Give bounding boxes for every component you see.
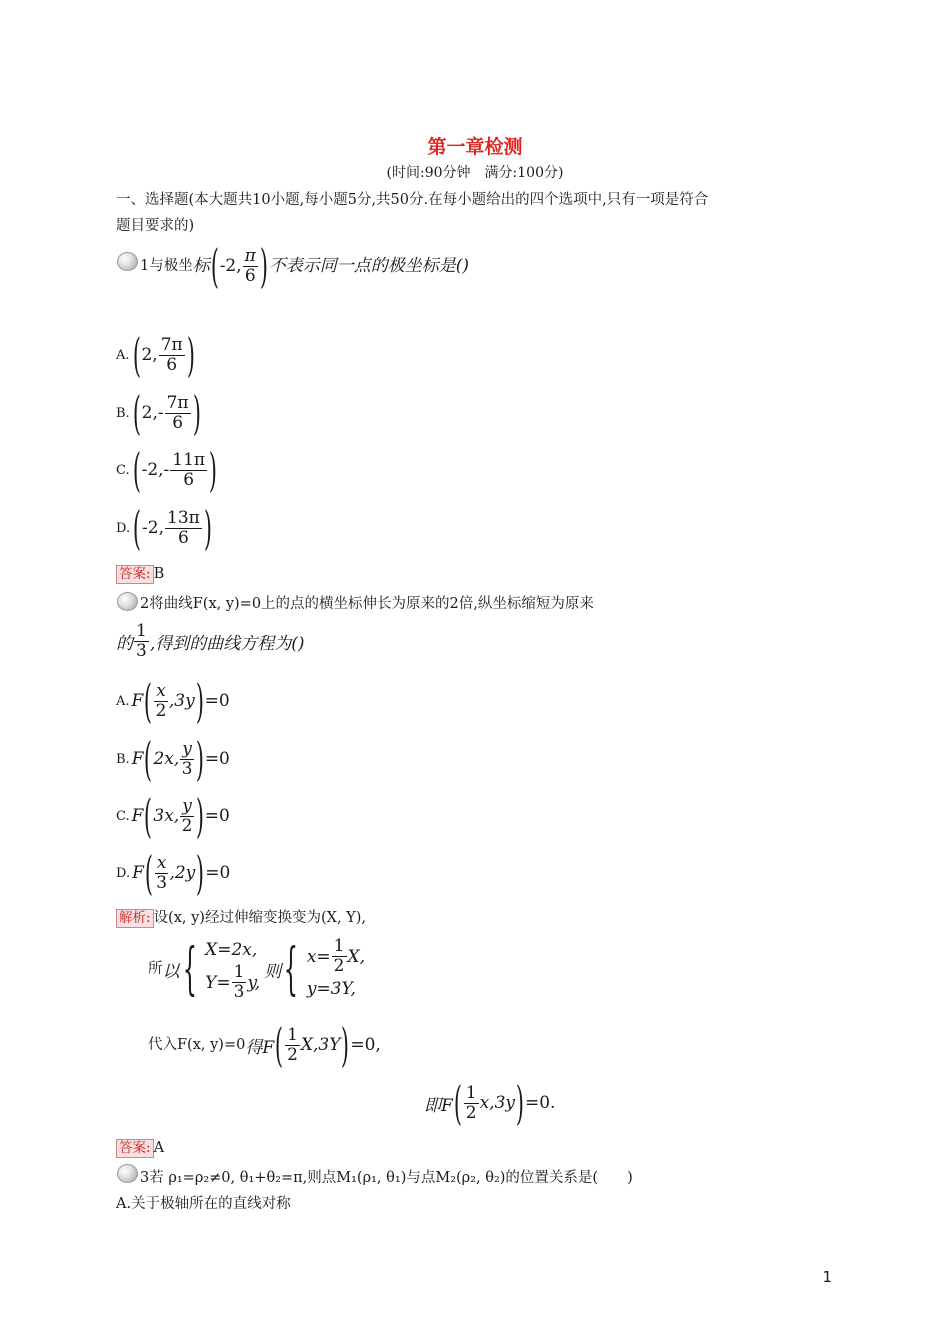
q2-analysis-result: 即F ( $\frac{1}{2}$ x,3y ) =0. xyxy=(424,1076,556,1130)
q1-option-d[interactable]: D. ( -2, $\frac{13\pi}{6}$ ) xyxy=(116,501,212,555)
section-heading-line2: 题目要求的) xyxy=(116,218,195,234)
q1-prefix: 1与极坐 xyxy=(140,257,193,274)
question-2-stem-line1: 2将曲线F(x, y)=0上的点的横坐标伸长为原来的2倍,纵坐标缩短为原来 xyxy=(140,596,594,612)
q1-italic-tail: 标 xyxy=(192,255,210,276)
q2-option-d[interactable]: D. F ( $\frac{x}{3}$ ,2y ) =0 xyxy=(116,846,231,900)
q1-coordinate: ( -2, $\frac{\pi}{6}$ ) xyxy=(210,239,268,293)
answer-value: B xyxy=(153,566,165,582)
question-3-stem: 3若 ρ₁=ρ₂≠0, θ₁+θ₂=π,则点M₁(ρ₁, θ₁)与点M₂(ρ₂, θ₂)的位置关系是( ) xyxy=(140,1170,633,1186)
question-bullet-icon xyxy=(117,252,138,271)
q2-answer xyxy=(116,1138,164,1159)
q3-option-a[interactable]: A.关于极轴所在的直线对称 xyxy=(116,1196,291,1212)
page-number: 1 xyxy=(822,1268,832,1286)
answer-tag: 答案: xyxy=(116,565,154,584)
question-bullet-icon xyxy=(117,1164,138,1183)
q1-frac-den: 6 xyxy=(244,265,256,286)
q1-answer xyxy=(116,564,164,585)
analysis-tag: 解析: xyxy=(116,909,154,928)
q2-option-b[interactable]: B. F ( 2x, $\frac{y}{3}$ ) =0 xyxy=(116,732,230,786)
answer-tag: 答案: xyxy=(116,1139,154,1158)
q2-analysis-line1: 解析: 设(x, y)经过伸缩变换变为(X, Y), xyxy=(116,908,366,929)
q2-analysis-substitution: 代入F(x, y)=0 得F ( $\frac{1}{2}$ X,3Y ) =0, xyxy=(148,1018,381,1072)
page-subtitle: (时间:90分钟 满分:100分) xyxy=(386,165,564,181)
answer-value: A xyxy=(153,1140,165,1156)
q1-option-c[interactable]: C. ( -2,- $\frac{11\pi}{6}$ ) xyxy=(116,443,218,497)
q1-coord-first: -2, xyxy=(219,256,242,276)
question-1-stem xyxy=(140,239,470,293)
question-bullet-icon xyxy=(117,592,138,611)
system-1: X=2x, Y= $\frac{1}{3}$ y, xyxy=(205,940,261,1002)
q1-option-a[interactable]: A. ( 2, $\frac{7\pi}{6}$ ) xyxy=(116,328,195,382)
q1-frac-num: π xyxy=(244,245,256,266)
q1-option-b[interactable]: B. ( 2,- $\frac{7\pi}{6}$ ) xyxy=(116,386,201,440)
q2-option-a[interactable]: A. F ( $\frac{x}{2}$ ,3y ) =0 xyxy=(116,674,230,728)
q2-analysis-systems: 所 以 { X=2x, Y= $\frac{1}{3}$ y, 则 { x= $\frac{1}{2}$ X, y=3Y, xyxy=(148,936,366,1002)
page-title: 第一章检测 xyxy=(427,136,523,158)
system-2: x= $\frac{1}{2}$ X, y=3Y, xyxy=(306,936,366,999)
q1-coord-fraction xyxy=(243,247,258,286)
question-2-stem-line2: 的 $\frac{1}{3}$ ,得到的曲线方程为() xyxy=(116,621,305,661)
section-heading-line1: 一、选择题(本大题共10小题,每小题5分,共50分.在每小题给出的四个选项中,只有一项是符合 xyxy=(116,192,709,208)
q2-option-c[interactable]: C. F ( 3x, $\frac{y}{2}$ ) =0 xyxy=(116,789,230,843)
q1-suffix: 不表示同一点的极坐标是() xyxy=(268,255,470,276)
